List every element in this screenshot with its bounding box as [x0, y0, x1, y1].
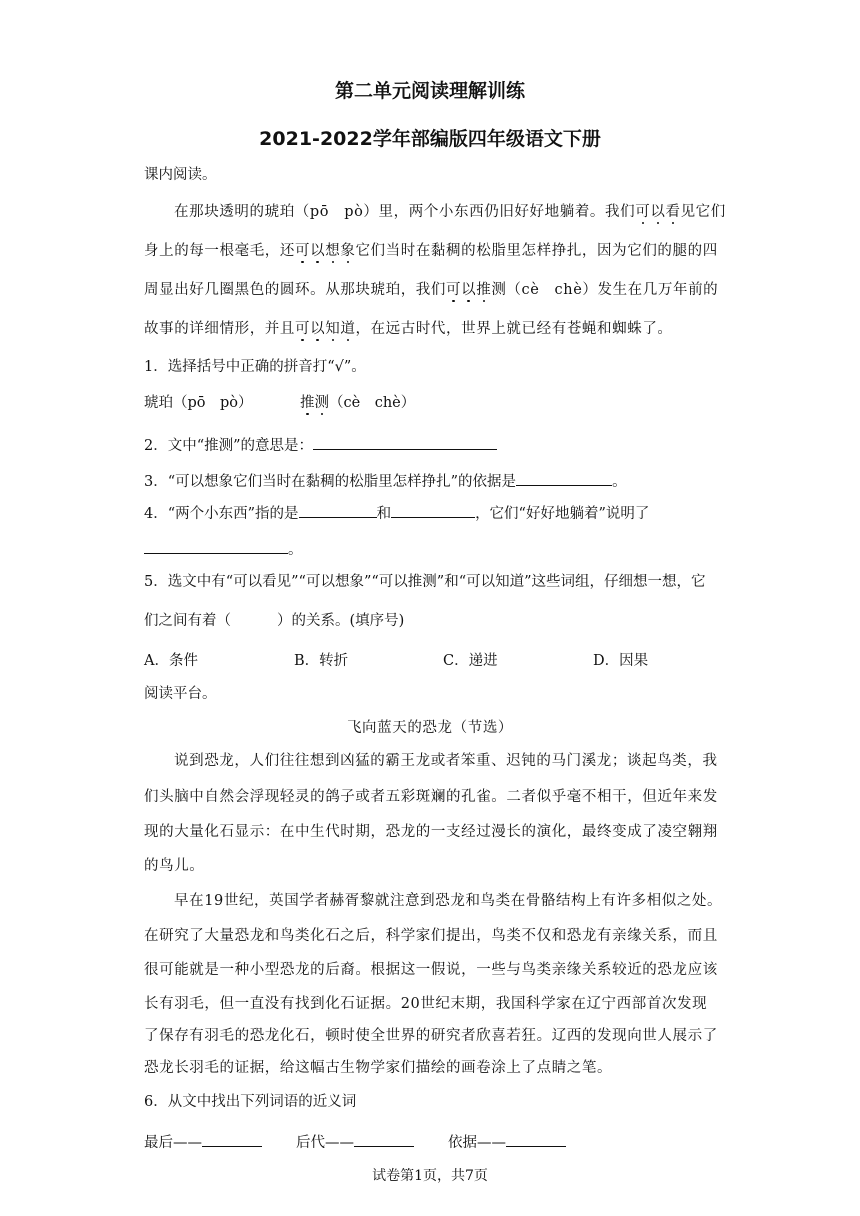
page-footer: 试卷第1页，共7页 [372, 1168, 488, 1184]
article-line: 现的大量化石显示：在中生代时期，恐龙的一支经过漫长的演化，最终变成了凌空翱翔 [144, 824, 718, 840]
answer-blank[interactable] [391, 503, 475, 518]
article-line: 在研究了大量恐龙和鸟类化石之后，科学家们提出，鸟类不仅和恐龙有亲缘关系，而且 [144, 928, 718, 944]
article-title: 飞向蓝天的恐龙（节选） [346, 720, 514, 736]
article-line: 很可能就是一种小型恐龙的后裔。根据这一假说，一些与鸟类亲缘关系较近的恐龙应该 [144, 962, 718, 978]
article-line: 的鸟儿。 [144, 858, 205, 874]
question-5-continued: 们之间有着（ ）的关系。(填序号) [144, 613, 405, 629]
answer-blank[interactable] [313, 435, 497, 450]
answer-blank[interactable] [354, 1132, 414, 1147]
question-1-item-a: 琥珀（pō pò） [144, 395, 253, 411]
option-d: D．因果 [593, 653, 649, 669]
article-line: 恐龙长羽毛的证据，给这幅古生物学家们描绘的画卷涂上了点睛之笔。 [144, 1060, 613, 1076]
title-sub: 2021-2022学年部编版四年级语文下册 [259, 128, 601, 150]
section-heading-2: 阅读平台。 [144, 686, 217, 702]
answer-blank[interactable] [299, 503, 377, 518]
passage-1-line-3: 周显出好几圈黑色的圆环。从那块琥珀，我们可以推测（cè chè）发生在几万年前的 [144, 282, 719, 298]
article-line: 早在19世纪，英国学者赫胥黎就注意到恐龙和鸟类在骨骼结构上有许多相似之处。 [174, 893, 723, 909]
article-line: 长有羽毛，但一直没有找到化石证据。20世纪末期，我国科学家在辽宁西部首次发现 [144, 996, 708, 1012]
option-c: C．递进 [443, 653, 498, 669]
article-line: 们头脑中自然会浮现轻灵的鸽子或者五彩斑斓的孔雀。二者似乎毫不相干，但近年来发 [144, 789, 718, 805]
section-heading-1: 课内阅读。 [144, 167, 217, 183]
question-3: 3．“可以想象它们当时在黏稠的松脂里怎样挣扎”的依据是 。 [144, 470, 627, 491]
answer-blank[interactable] [516, 471, 612, 486]
question-6-item-1: 最后—— [144, 1131, 262, 1152]
question-2: 2．文中“推测”的意思是： [144, 434, 497, 455]
question-6: 6．从文中找出下列词语的近义词 [144, 1094, 357, 1110]
passage-1-line-4: 故事的详细情形，并且可以知道，在远古时代，世界上就已经有苍蝇和蜘蛛了。 [144, 321, 673, 337]
answer-blank[interactable] [506, 1132, 566, 1147]
passage-1-line-2: 身上的每一根毫毛，还可以想象它们当时在黏稠的松脂里怎样挣扎，因为它们的腿的四 [144, 243, 718, 259]
question-4-continued: 。 [144, 538, 303, 559]
question-6-item-2: 后代—— [296, 1131, 414, 1152]
question-6-item-3: 依据—— [448, 1131, 566, 1152]
option-b: B．转折 [294, 653, 349, 669]
answer-blank[interactable] [144, 539, 288, 554]
article-line: 了保存有羽毛的恐龙化石，顿时使全世界的研究者欣喜若狂。辽西的发现向世人展示了 [144, 1028, 718, 1044]
question-5: 5．选文中有“可以看见”“可以想象”“可以推测”和“可以知道”这些词组，仔细想一想，它 [144, 574, 706, 590]
answer-blank[interactable] [202, 1132, 262, 1147]
passage-1-line-1: 在那块透明的琥珀（pō pò）里，两个小东西仍旧好好地躺着。我们可以看见它们 [174, 204, 726, 220]
option-a: A．条件 [144, 653, 198, 669]
question-1: 1．选择括号中正确的拼音打“√”。 [144, 359, 366, 375]
title-main: 第二单元阅读理解训练 [334, 80, 525, 102]
question-4: 4．“两个小东西”指的是 和 ，它们“好好地躺着”说明了 [144, 502, 649, 523]
question-1-item-b: 推测（cè chè） [300, 395, 416, 411]
article-line: 说到恐龙，人们往往想到凶猛的霸王龙或者笨重、迟钝的马门溪龙；谈起鸟类，我 [174, 753, 718, 769]
